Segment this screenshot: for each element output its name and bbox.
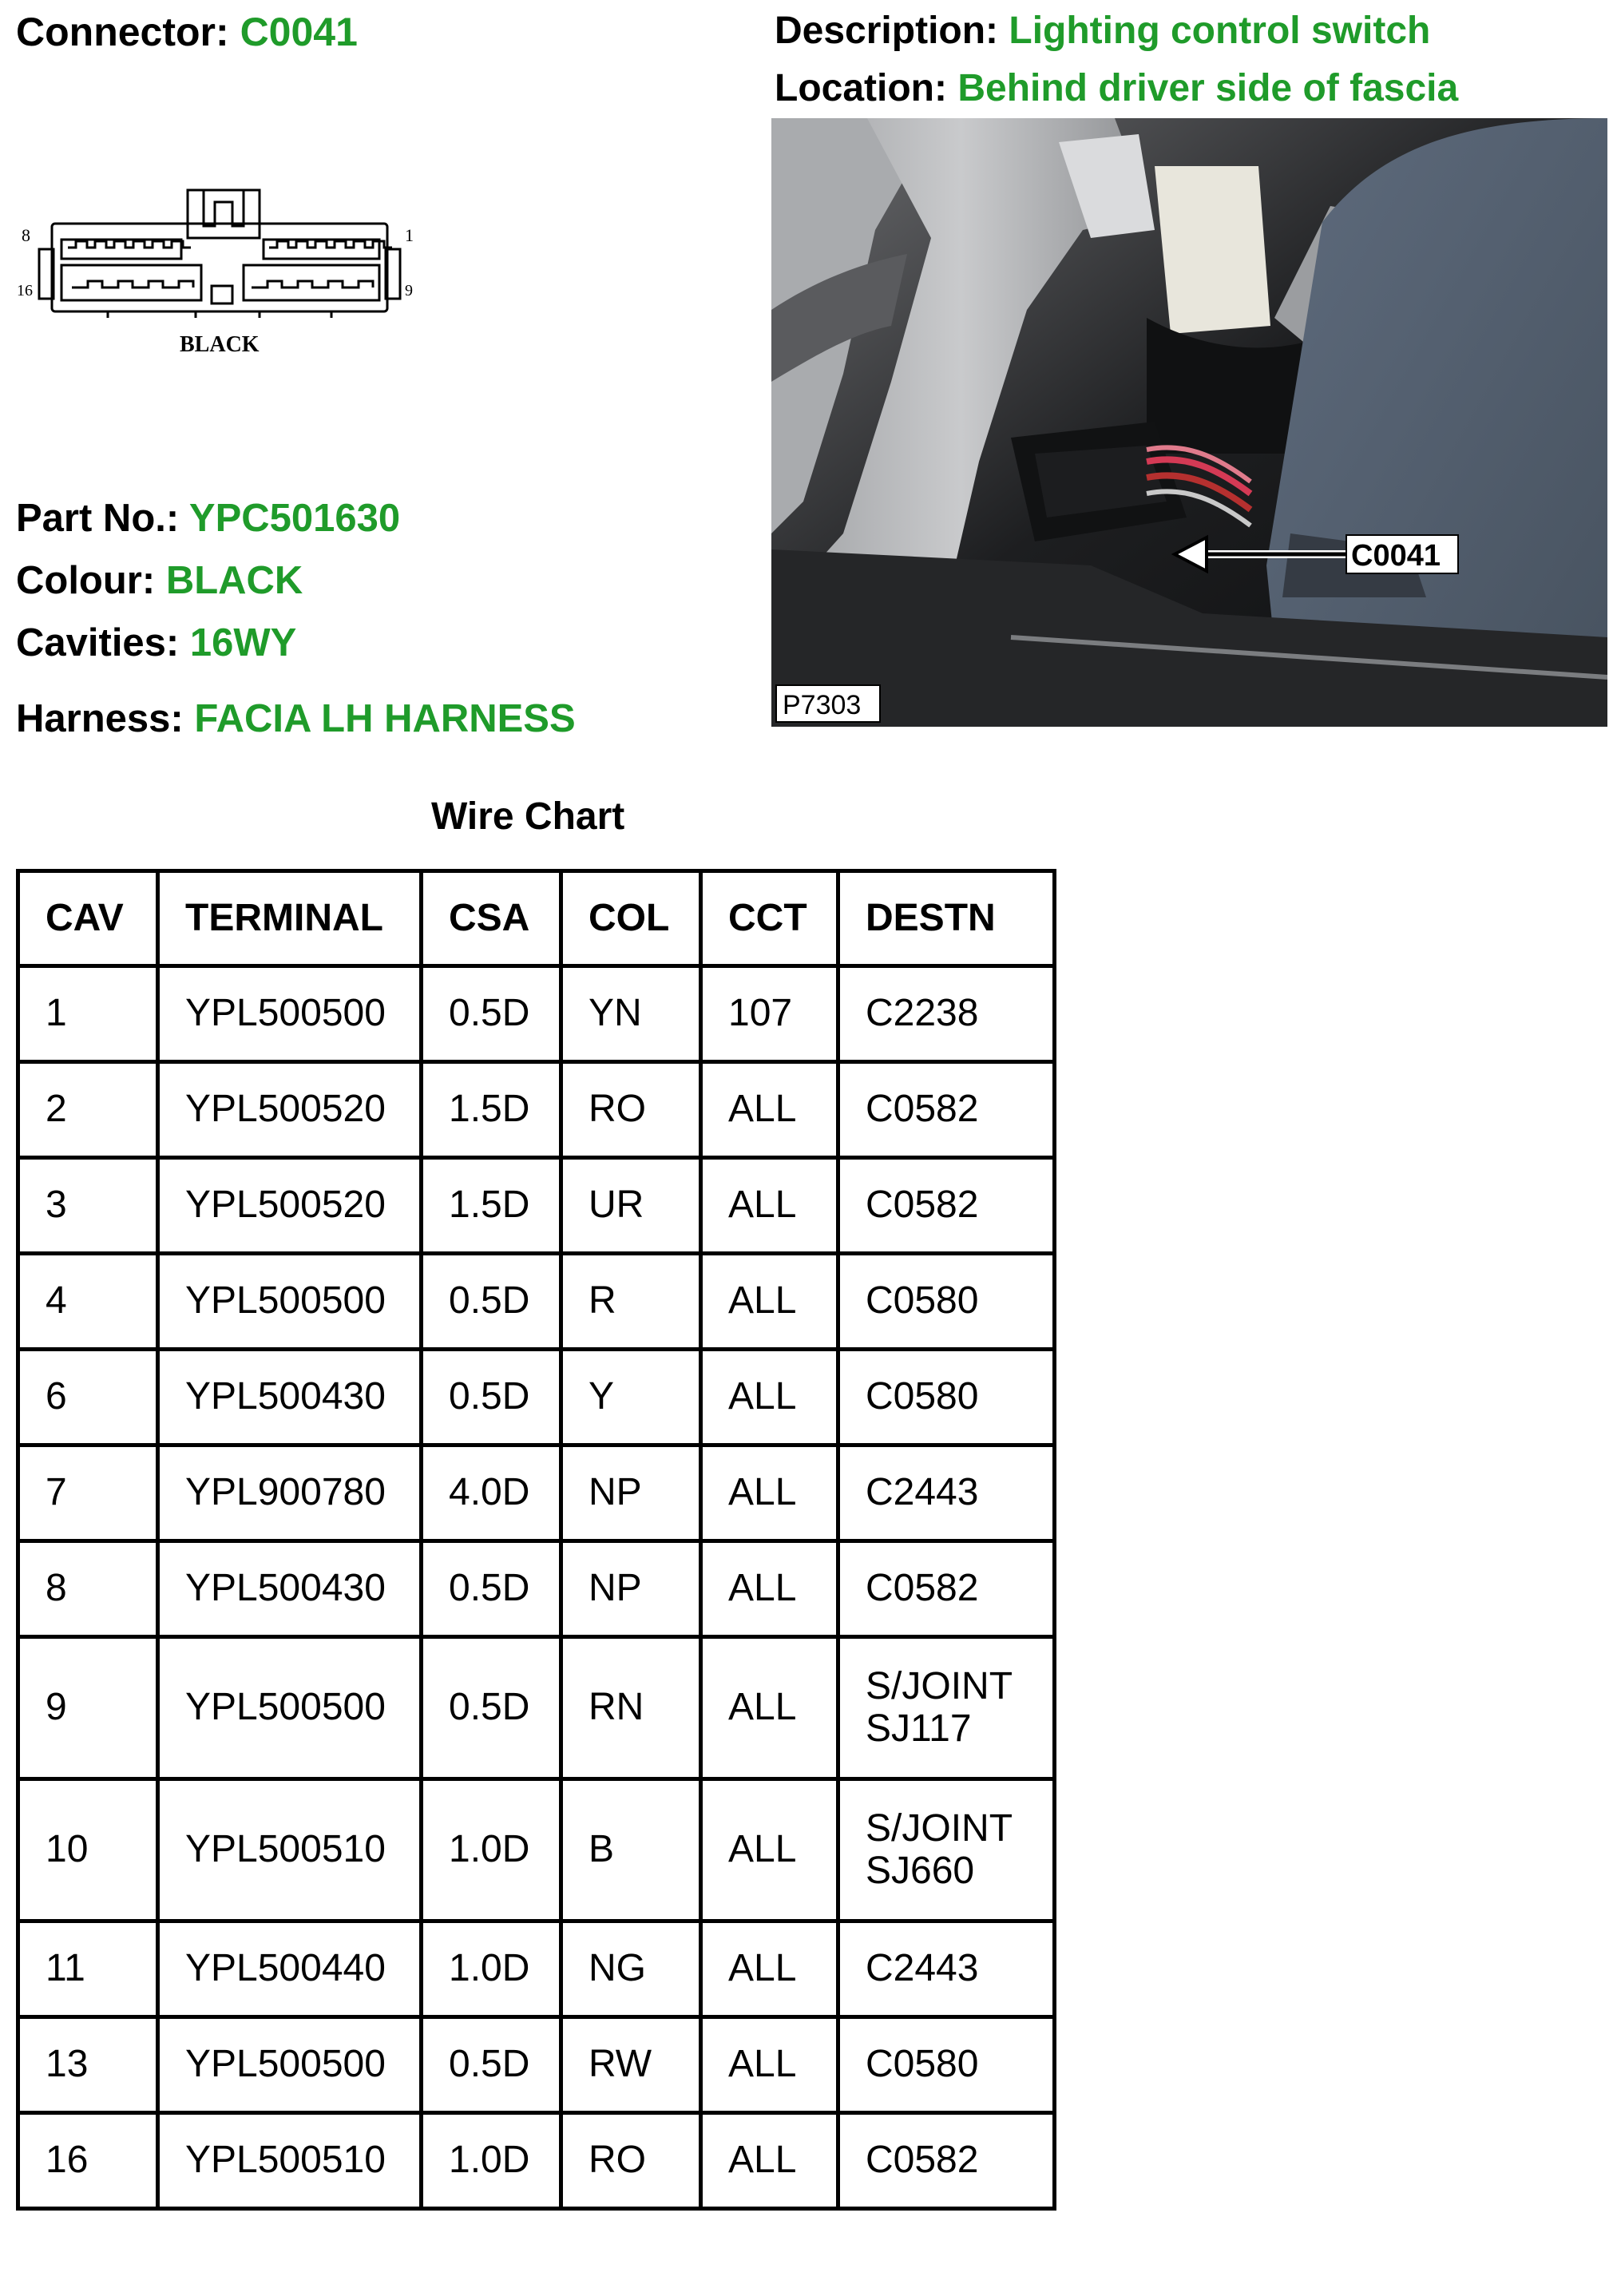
cell-col: UR <box>561 1158 701 1254</box>
cell-cct: ALL <box>701 1921 838 2017</box>
pin-label-8: 8 <box>22 225 30 245</box>
cell-cav: 2 <box>18 1062 158 1158</box>
cavities-label: Cavities: <box>16 621 180 664</box>
cell-destn <box>838 1637 1055 1779</box>
table-header-row <box>18 871 1055 966</box>
cell-cav: 3 <box>18 1158 158 1254</box>
cell-destn <box>838 1254 1055 1350</box>
connector-heading <box>16 12 358 52</box>
cell-cav: 4 <box>18 1254 158 1350</box>
colour-value: BLACK <box>165 559 303 602</box>
cell-csa: 1.5D <box>422 1062 561 1158</box>
table-row <box>18 2017 1055 2113</box>
cell-cct: ALL <box>701 1254 838 1350</box>
description-label: Description: <box>775 10 999 52</box>
connector-face-diagram <box>12 176 427 367</box>
cell-destn <box>838 1445 1055 1541</box>
table-row <box>18 1445 1055 1541</box>
wire-chart-title: Wire Chart <box>431 795 625 838</box>
header-csa: CSA <box>422 871 561 966</box>
cell-cav: 1 <box>18 966 158 1062</box>
cell-col: RO <box>561 2113 701 2209</box>
destn-line: C2238 <box>866 992 979 1035</box>
part-no-heading <box>16 499 400 538</box>
connector-value: C0041 <box>240 10 358 54</box>
destn-line: SJ660 <box>866 1849 975 1892</box>
table-row <box>18 2113 1055 2209</box>
cell-cav: 10 <box>18 1779 158 1921</box>
destn-line: C0580 <box>866 1375 979 1418</box>
part-no-value: YPC501630 <box>188 497 401 540</box>
cell-csa: 1.0D <box>422 1779 561 1921</box>
cell-csa: 1.0D <box>422 1921 561 2017</box>
destn-line: SJ117 <box>866 1707 972 1750</box>
cavities-value: 16WY <box>189 621 297 664</box>
destn-line: C2443 <box>866 1947 979 1990</box>
cell-cct: ALL <box>701 1637 838 1779</box>
description-value: Lighting control switch <box>1009 10 1431 52</box>
cell-terminal: YPL500430 <box>158 1541 422 1637</box>
table-row <box>18 1062 1055 1158</box>
table-row <box>18 1350 1055 1445</box>
table-row <box>18 966 1055 1062</box>
cell-cav: 6 <box>18 1350 158 1445</box>
cell-csa: 0.5D <box>422 966 561 1062</box>
cell-terminal: YPL500510 <box>158 1779 422 1921</box>
harness-value: FACIA LH HARNESS <box>194 697 576 740</box>
cell-col: R <box>561 1254 701 1350</box>
location-label: Location: <box>775 67 947 109</box>
table-row <box>18 1637 1055 1779</box>
cell-terminal: YPL500500 <box>158 1637 422 1779</box>
table-row <box>18 1541 1055 1637</box>
cell-cav: 9 <box>18 1637 158 1779</box>
table-row <box>18 1254 1055 1350</box>
destn-line: C0580 <box>866 2043 979 2086</box>
cell-cct: ALL <box>701 2017 838 2113</box>
cell-col: B <box>561 1779 701 1921</box>
cell-cct: ALL <box>701 1779 838 1921</box>
cell-csa: 0.5D <box>422 1254 561 1350</box>
cell-destn <box>838 2017 1055 2113</box>
cell-cav: 8 <box>18 1541 158 1637</box>
cell-col: RN <box>561 1637 701 1779</box>
cell-csa: 0.5D <box>422 1637 561 1779</box>
header-cct: CCT <box>701 871 838 966</box>
cell-cct: 107 <box>701 966 838 1062</box>
destn-line: S/JOINT <box>866 1806 1013 1850</box>
destn-line: S/JOINT <box>866 1664 1013 1707</box>
cell-csa: 0.5D <box>422 1350 561 1445</box>
cell-csa: 1.0D <box>422 2113 561 2209</box>
cell-destn <box>838 1350 1055 1445</box>
destn-line: C2443 <box>866 1471 979 1514</box>
cell-terminal: YPL500520 <box>158 1062 422 1158</box>
cell-destn <box>838 1062 1055 1158</box>
cell-destn <box>838 1541 1055 1637</box>
table-row <box>18 1158 1055 1254</box>
destn-line: C0582 <box>866 2139 979 2182</box>
cell-cct: ALL <box>701 1350 838 1445</box>
cell-destn <box>838 1779 1055 1921</box>
description-heading <box>775 12 1430 50</box>
cell-destn <box>838 1921 1055 2017</box>
cell-csa: 0.5D <box>422 2017 561 2113</box>
cell-cct: ALL <box>701 1158 838 1254</box>
cell-terminal: YPL900780 <box>158 1445 422 1541</box>
cell-col: NP <box>561 1541 701 1637</box>
cell-cct: ALL <box>701 1541 838 1637</box>
cell-cav: 16 <box>18 2113 158 2209</box>
header-col: COL <box>561 871 701 966</box>
table-row <box>18 1921 1055 2017</box>
cell-terminal: YPL500500 <box>158 966 422 1062</box>
diagram-colour-label: BLACK <box>180 332 260 357</box>
destn-line: C0582 <box>866 1088 979 1131</box>
header-cav: CAV <box>18 871 158 966</box>
cell-terminal: YPL500510 <box>158 2113 422 2209</box>
part-no-label: Part No.: <box>16 497 180 540</box>
cell-col: Y <box>561 1350 701 1445</box>
cell-destn <box>838 966 1055 1062</box>
wire-chart-table <box>16 869 1056 2211</box>
cell-cct: ALL <box>701 1062 838 1158</box>
cavities-heading <box>16 621 297 664</box>
colour-heading <box>16 561 303 601</box>
header-destn: DESTN <box>838 871 1055 966</box>
harness-label: Harness: <box>16 697 184 740</box>
cell-terminal: YPL500500 <box>158 2017 422 2113</box>
cell-cct: ALL <box>701 1445 838 1541</box>
cell-col: NP <box>561 1445 701 1541</box>
header-terminal: TERMINAL <box>158 871 422 966</box>
cell-col: NG <box>561 1921 701 2017</box>
cell-col: RO <box>561 1062 701 1158</box>
pin-label-16: 16 <box>17 282 33 299</box>
destn-line: C0582 <box>866 1567 979 1610</box>
cell-col: YN <box>561 966 701 1062</box>
pin-label-9: 9 <box>405 282 413 299</box>
table-row <box>18 1779 1055 1921</box>
cell-cct: ALL <box>701 2113 838 2209</box>
destn-line: C0580 <box>866 1279 979 1322</box>
harness-heading <box>16 697 576 740</box>
cell-cav: 11 <box>18 1921 158 2017</box>
cell-cav: 7 <box>18 1445 158 1541</box>
connector-label: Connector: <box>16 10 229 54</box>
cell-cav: 13 <box>18 2017 158 2113</box>
cell-destn <box>838 1158 1055 1254</box>
cell-terminal: YPL500430 <box>158 1350 422 1445</box>
cell-col: RW <box>561 2017 701 2113</box>
cell-terminal: YPL500500 <box>158 1254 422 1350</box>
photo-callout: C0041 <box>1351 539 1441 573</box>
photo-ref: P7303 <box>783 690 862 720</box>
destn-line: C0582 <box>866 1184 979 1227</box>
cell-terminal: YPL500440 <box>158 1921 422 2017</box>
location-value: Behind driver side of fascia <box>957 67 1459 109</box>
wire-table-body <box>18 966 1055 2209</box>
cell-csa: 1.5D <box>422 1158 561 1254</box>
location-heading <box>775 69 1458 108</box>
colour-label: Colour: <box>16 559 156 602</box>
cell-csa: 0.5D <box>422 1541 561 1637</box>
cell-destn <box>838 2113 1055 2209</box>
connector-location-photo <box>771 118 1607 727</box>
cell-terminal: YPL500520 <box>158 1158 422 1254</box>
cell-csa: 4.0D <box>422 1445 561 1541</box>
pin-label-1: 1 <box>405 225 414 245</box>
